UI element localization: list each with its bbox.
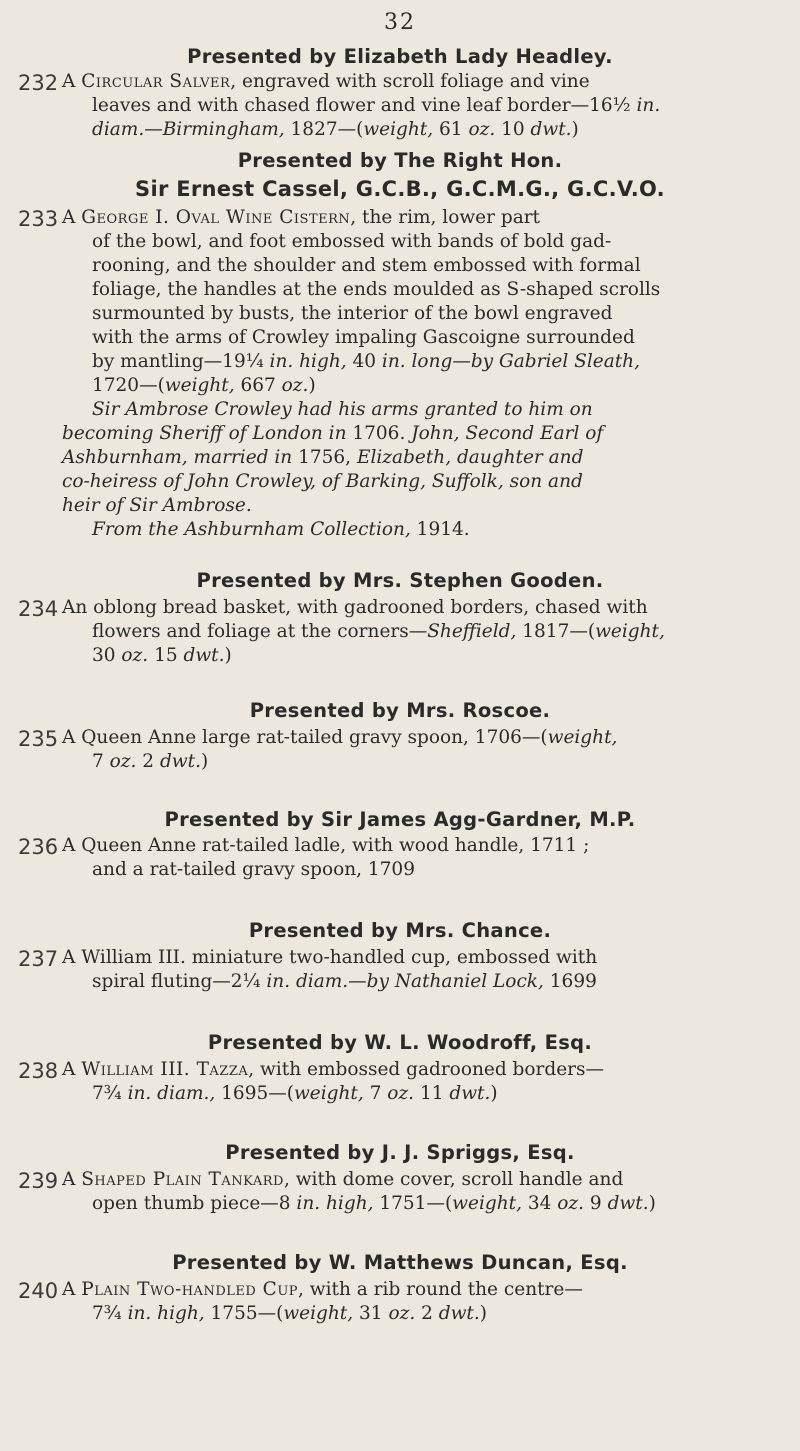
donor-heading: Presented by Sir James Agg-Gardner, M.P. [164, 808, 636, 831]
text-line: open thumb piece—8 in. high, 1751—(weight, 34 oz. 9 dwt.) [92, 1193, 656, 1214]
text-line: A Shaped Plain Tankard, with dome cover, scroll handle and [62, 1169, 624, 1190]
text-line: 1720—(weight, 667 oz.) [92, 375, 316, 396]
text-line: of the bowl, and foot embossed with bands of bold gad- [92, 231, 612, 252]
lot-description [62, 946, 784, 994]
donor-heading: Presented by W. L. Woodroff, Esq. [207, 1031, 593, 1054]
lot-description [62, 1058, 784, 1106]
text-line: becoming Sheriff of London in 1706. John, Second Earl of [62, 423, 604, 444]
text-line: 7¾ in. high, 1755—(weight, 31 oz. 2 dwt.) [92, 1303, 487, 1324]
lot-number: 240 [18, 1279, 59, 1303]
text-line: A Circular Salver, engraved with scroll foliage and vine [62, 71, 590, 92]
donor-heading: Presented by W. Matthews Duncan, Esq. [172, 1251, 628, 1274]
lot-number: 237 [18, 947, 59, 971]
text-line: A Plain Two-handled Cup, with a rib round the centre— [62, 1279, 583, 1300]
lot-number: 235 [18, 727, 59, 751]
text-line: A George I. Oval Wine Cistern, the rim, lower part [62, 207, 540, 228]
text-line: A Queen Anne large rat-tailed gravy spoon, 1706—(weight, [62, 727, 618, 748]
lot-description [62, 206, 784, 398]
text-line: by mantling—19¼ in. high, 40 in. long—by Gabriel Sleath, [92, 351, 640, 372]
lot-description [62, 834, 784, 882]
donor-heading: Presented by Elizabeth Lady Headley. [187, 45, 613, 68]
donor-heading: Presented by The Right Hon. [237, 149, 563, 172]
text-line: co-heiress of John Crowley, of Barking, Suffolk, son and [62, 471, 583, 492]
lot-number: 239 [18, 1169, 59, 1193]
text-line: Sir Ambrose Crowley had his arms granted to him on [92, 399, 593, 420]
text-line: A William III. Tazza, with embossed gadrooned borders— [62, 1059, 604, 1080]
text-line: surmounted by busts, the interior of the bowl engraved [92, 303, 613, 324]
lot-note [62, 398, 784, 542]
donor-heading: Presented by Mrs. Stephen Gooden. [196, 569, 604, 592]
lot-description [62, 70, 784, 142]
lot-description [62, 726, 784, 774]
text-line: 7 oz. 2 dwt.) [92, 751, 209, 772]
text-line: with the arms of Crowley impaling Gascoigne surrounded [92, 327, 635, 348]
page-number: 32 [384, 10, 416, 35]
lot-number: 236 [18, 835, 59, 859]
text-line: leaves and with chased flower and vine leaf border—16½ in. [92, 95, 661, 116]
lot-description [62, 1168, 784, 1216]
text-line: rooning, and the shoulder and stem embossed with formal [92, 255, 641, 276]
lot-number: 238 [18, 1059, 59, 1083]
text-line: spiral fluting—2¼ in. diam.—by Nathaniel Lock, 1699 [92, 971, 597, 992]
donor-heading: Presented by J. J. Spriggs, Esq. [225, 1141, 575, 1164]
text-line: 30 oz. 15 dwt.) [92, 645, 232, 666]
lot-number: 234 [18, 597, 59, 621]
text-line: A William III. miniature two-handled cup, embossed with [62, 947, 598, 968]
donor-heading: Presented by Mrs. Roscoe. [249, 699, 551, 722]
text-line: diam.—Birmingham, 1827—(weight, 61 oz. 10 dwt.) [92, 119, 579, 140]
text-line: flowers and foliage at the corners—Sheffield, 1817—(weight, [92, 621, 665, 642]
donor-heading-titles: Sir Ernest Cassel, G.C.B., G.C.M.G., G.C.V.O. [135, 177, 665, 201]
donor-heading: Presented by Mrs. Chance. [248, 919, 552, 942]
lot-description [62, 596, 784, 668]
text-line: 7¾ in. diam., 1695—(weight, 7 oz. 11 dwt.) [92, 1083, 498, 1104]
text-line: foliage, the handles at the ends moulded as S-shaped scrolls [92, 279, 661, 300]
text-line: Ashburnham, married in 1756, Elizabeth, daughter and [62, 447, 584, 468]
text-line: heir of Sir Ambrose. [62, 495, 252, 516]
lot-number: 232 [18, 71, 59, 95]
text-line: An oblong bread basket, with gadrooned borders, chased with [62, 597, 648, 618]
text-line: and a rat-tailed gravy spoon, 1709 [92, 859, 415, 880]
text-line: A Queen Anne rat-tailed ladle, with wood handle, 1711 ; [62, 835, 590, 856]
text-line: From the Ashburnham Collection, 1914. [92, 519, 470, 540]
lot-description [62, 1278, 784, 1326]
lot-number: 233 [18, 207, 59, 231]
